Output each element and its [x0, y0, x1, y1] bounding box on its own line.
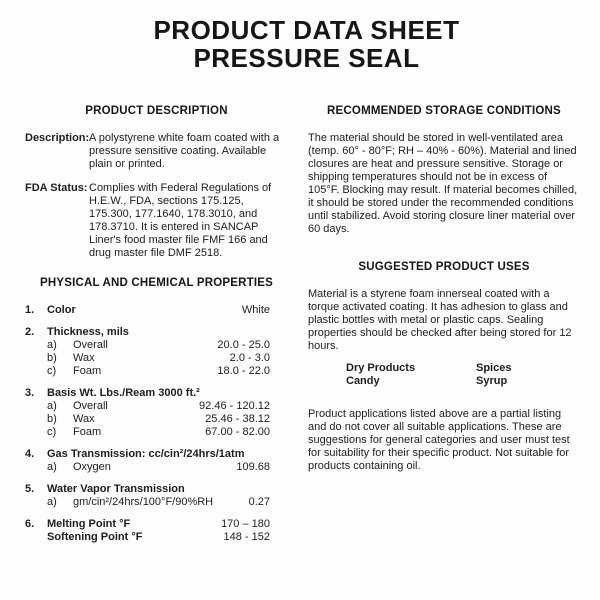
property-subrow [25, 352, 288, 365]
subitem-value: 25.46 - 38.12 [205, 413, 270, 425]
property-item-thickness [25, 326, 288, 378]
subitem-letter: a) [47, 496, 57, 508]
left-column [25, 104, 288, 553]
uses-column-1 [346, 362, 476, 388]
property-number: 3. [25, 387, 35, 399]
subitem-label: Wax [73, 352, 95, 364]
subitem-label: Overall [73, 339, 108, 351]
subitem-letter: a) [47, 461, 57, 473]
property-value: White [241, 304, 270, 316]
property-subrow [25, 400, 288, 413]
property-name: Thickness, mils [47, 326, 129, 338]
description-label: Description: [25, 132, 90, 144]
applications-note: Product applications listed above are a partial listing and do not cover all suitable applications. These are suggestions for general categories and user must test for suitability for their specific product. Not suitable for products containing oil. [308, 408, 570, 472]
property-name: Water Vapor Transmission [47, 483, 185, 495]
property-name: Basis Wt. Lbs./Ream 3000 ft.² [47, 387, 200, 399]
uses-item: Syrup [476, 375, 508, 387]
property-row [25, 483, 288, 496]
subitem-letter: a) [47, 400, 57, 412]
fda-status-text: Complies with Federal Regulations of H.E.W., FDA, sections 175.125, 175.300, 177.1640, 178.3010, and 178.3710. It is entered in SANCAP Liner's food master file FMF 166 and drug master file DMF 2518. [89, 182, 272, 259]
property-row [25, 304, 288, 317]
document-title-line2: PRESSURE SEAL [193, 43, 420, 73]
subitem-letter: a) [47, 339, 57, 351]
property-subrow [25, 365, 288, 378]
property-item-gas-transmission [25, 448, 288, 474]
uses-item: Dry Products [346, 362, 416, 374]
subitem-label: gm/cin²/24hrs/100°F/90%RH [73, 496, 214, 508]
uses-item: Spices [476, 362, 512, 374]
right-column [308, 104, 580, 553]
storage-conditions-text: The material should be stored in well-ventilated area (temp. 60° - 80°F; RH – 40% - 60%). Material and lined closures are heat and pressure sensitive. Storage or shipping temperatures should not be in excess of 105°F. Blocking may result. If material becomes chilled, it should be stored under the recommended conditions until stabilized. Avoid storing closure liner material over 60 days. [308, 132, 578, 235]
subitem-value: 0.27 [248, 496, 270, 508]
uses-item: Candy [346, 375, 380, 387]
subitem-value: 92.46 - 120.12 [199, 400, 270, 412]
property-row [25, 448, 288, 461]
property-item-melting-point [25, 518, 288, 544]
product-uses-text: Material is a styrene foam innerseal coated with a torque activated coating. It has adhesion to glass and plastic bottles with metal or plastic caps. Sealing properties should be checked after being stored for 12 hours. [308, 288, 572, 352]
property-value: 170 – 180 [221, 518, 270, 530]
property-number: 5. [25, 483, 35, 495]
property-name: Gas Transmission: cc/cin²/24hrs/1atm [47, 448, 245, 460]
property-name: Color [47, 304, 76, 316]
description-text: A polystyrene white foam coated with a pressure sensitive coating. Available plain or printed. [89, 132, 280, 170]
subitem-letter: c) [47, 365, 57, 377]
physical-properties-heading: PHYSICAL AND CHEMICAL PROPERTIES [39, 277, 274, 289]
content-columns [25, 104, 588, 553]
uses-column-2 [476, 362, 511, 388]
subitem-value: 18.0 - 22.0 [217, 365, 270, 377]
subitem-value: 2.0 - 3.0 [229, 352, 270, 364]
property-value: 148 - 152 [223, 531, 270, 543]
property-row [25, 387, 288, 400]
subitem-label: Foam [73, 365, 102, 377]
subitem-value: 67.00 - 82.00 [205, 426, 270, 438]
document-title [25, 16, 588, 72]
subitem-label: Oxygen [73, 461, 111, 473]
subitem-letter: b) [47, 413, 57, 425]
property-number: 4. [25, 448, 35, 460]
fda-status-label: FDA Status: [25, 182, 88, 194]
property-subrow [25, 461, 288, 474]
product-uses-heading: SUGGESTED PRODUCT USES [358, 261, 530, 273]
subitem-label: Overall [73, 400, 108, 412]
subitem-value: 20.0 - 25.0 [217, 339, 270, 351]
storage-conditions-heading: RECOMMENDED STORAGE CONDITIONS [327, 105, 561, 117]
subitem-letter: b) [47, 352, 57, 364]
property-subrow [25, 413, 288, 426]
uses-list [308, 362, 580, 388]
description-row [25, 132, 288, 171]
property-row [25, 326, 288, 339]
subitem-value: 109.68 [236, 461, 270, 473]
property-row [25, 518, 288, 531]
subitem-letter: c) [47, 426, 57, 438]
document-title-line1: PRODUCT DATA SHEET [153, 15, 460, 45]
property-item-color [25, 304, 288, 317]
property-item-water-vapor [25, 483, 288, 509]
property-number-spacer [25, 531, 47, 544]
property-name: Softening Point °F [47, 531, 143, 543]
property-row [25, 531, 288, 544]
property-subrow [25, 426, 288, 439]
property-number: 6. [25, 518, 35, 530]
property-subrow [25, 339, 288, 352]
property-number: 1. [25, 304, 35, 316]
property-subrow [25, 496, 288, 509]
fda-status-row [25, 182, 288, 260]
property-name: Melting Point °F [47, 518, 131, 530]
subitem-label: Foam [73, 426, 102, 438]
property-item-basis-weight [25, 387, 288, 439]
subitem-label: Wax [73, 413, 95, 425]
property-number: 2. [25, 326, 35, 338]
product-description-heading: PRODUCT DESCRIPTION [85, 105, 228, 117]
